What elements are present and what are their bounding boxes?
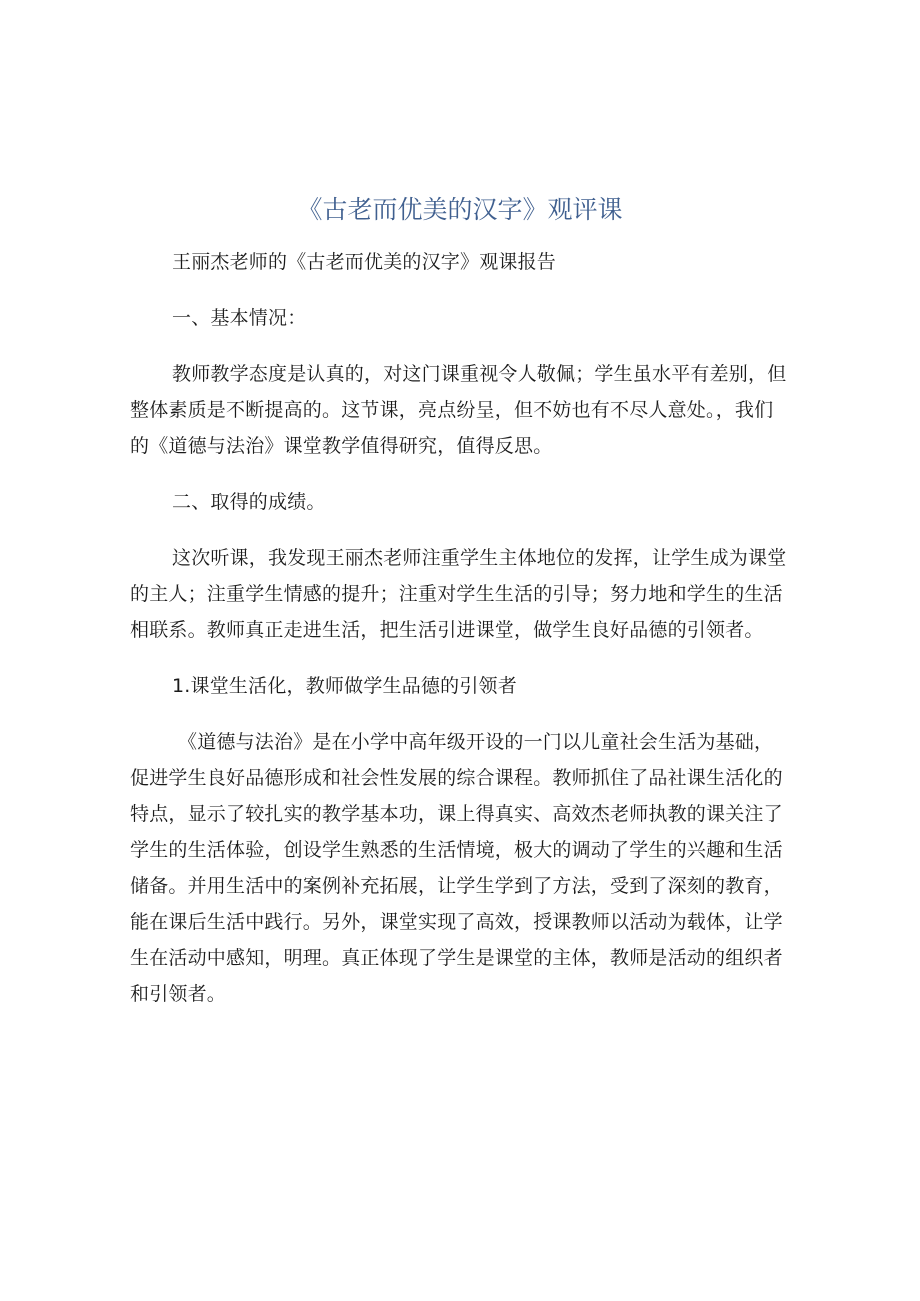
report-subtitle: 王丽杰老师的《古老而优美的汉字》观课报告 [172, 251, 557, 273]
section-2-paragraph: 这次听课，我发现王丽杰老师注重学生主体地位的发挥，让学生成为课堂的主人；注重学生情感的提升；注重对学生生活的引导；努力地和学生的生活相联系。教师真正走进生活，把生活引进课堂，做学生良好品德的引领者。 [130, 547, 787, 641]
section-2-heading: 二、取得的成绩。 [172, 491, 326, 513]
section-1-paragraph: 教师教学态度是认真的，对这门课重视令人敬佩；学生虽水平有差别，但整体素质是不断提高的。这节课，亮点纷呈，但不妨也有不尽人意处。，我们的《道德与法治》课堂教学值得研究，值得反思。 [130, 363, 787, 457]
point-1-paragraph: 《道德与法治》是在小学中高年级开设的一门以儿童社会生活为基础，促进学生良好品德形成和社会性发展的综合课程。教师抓住了品社课生活化的特点，显示了较扎实的教学基本功，课上得真实、高效杰老师执教的课关注了学生的生活体验，创设学生熟悉的生活情境，极大的调动了学生的兴趣和生活储备。并用生活中的案例补充拓展，让学生学到了方法，受到了深刻的教育，能在课后生活中践行。另外，课堂实现了高效，授课教师以活动为载体，让学生在活动中感知，明理。真正体现了学生是课堂的主体，教师是活动的组织者和引领者。 [130, 731, 783, 1005]
section-1-heading: 一、基本情况： [172, 307, 307, 329]
document-body [130, 244, 790, 1012]
point-1-heading: 1.课堂生活化，教师做学生品德的引领者 [172, 675, 517, 697]
document-title: 《古老而优美的汉字》观评课 [297, 195, 623, 224]
